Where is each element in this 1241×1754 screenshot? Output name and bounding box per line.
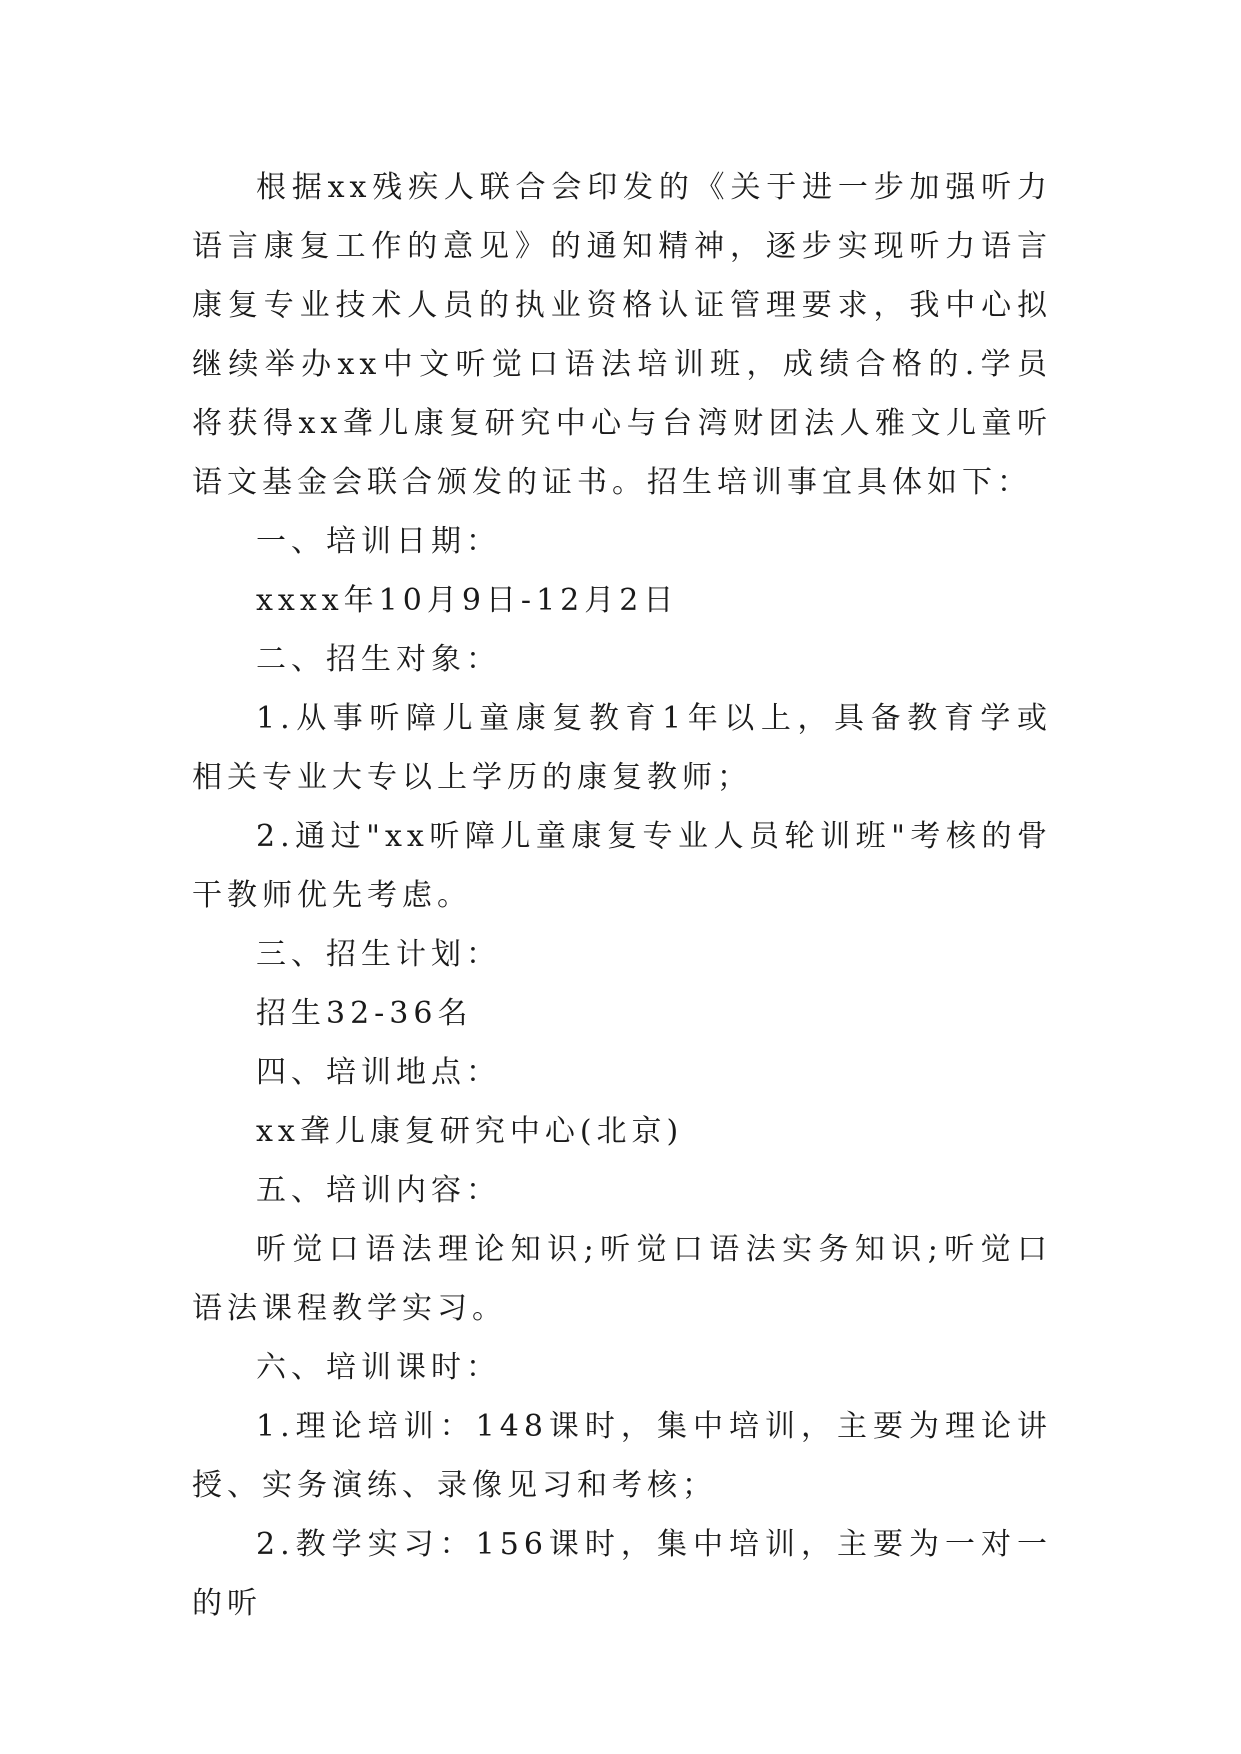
training-hours-item-1: 1.理论培训：148课时，集中培训，主要为理论讲授、实务演练、录像见习和考核； — [192, 1409, 1052, 1503]
section-heading-enrollment-plan: 三、招生计划： — [256, 937, 501, 972]
document-body — [192, 158, 1052, 1633]
enrollment-target-item-1: 1.从事听障儿童康复教育1年以上，具备教育学或相关专业大专以上学历的康复教师； — [192, 701, 1052, 795]
training-dates-text: xxxx年10月9日-12月2日 — [256, 583, 679, 618]
section-heading-training-location: 四、培训地点： — [256, 1055, 501, 1090]
section-heading-training-hours: 六、培训课时： — [256, 1350, 501, 1385]
section-heading-training-content: 五、培训内容： — [256, 1173, 501, 1208]
training-hours-item-2: 2.教学实习：156课时，集中培训，主要为一对一的听 — [192, 1527, 1052, 1621]
section-heading-enrollment-target: 二、招生对象： — [256, 642, 501, 677]
enrollment-plan-text: 招生32-36名 — [256, 996, 473, 1031]
enrollment-target-item-2: 2.通过"xx听障儿童康复专业人员轮训班"考核的骨干教师优先考虑。 — [192, 819, 1052, 913]
training-location-text: xx聋儿康复研究中心(北京) — [256, 1114, 684, 1149]
training-content-text: 听觉口语法理论知识;听觉口语法实务知识;听觉口语法课程教学实习。 — [192, 1232, 1052, 1326]
intro-paragraph: 根据xx残疾人联合会印发的《关于进一步加强听力语言康复工作的意见》的通知精神，逐步实现听力语言康复专业技术人员的执业资格认证管理要求，我中心拟继续举办xx中文听觉口语法培训班，成绩合格的.学员将获得xx聋儿康复研究中心与台湾财团法人雅文儿童听语文基金会联合颁发的证书。招生培训事宜具体如下： — [192, 170, 1052, 500]
section-heading-training-dates: 一、培训日期： — [256, 524, 501, 559]
